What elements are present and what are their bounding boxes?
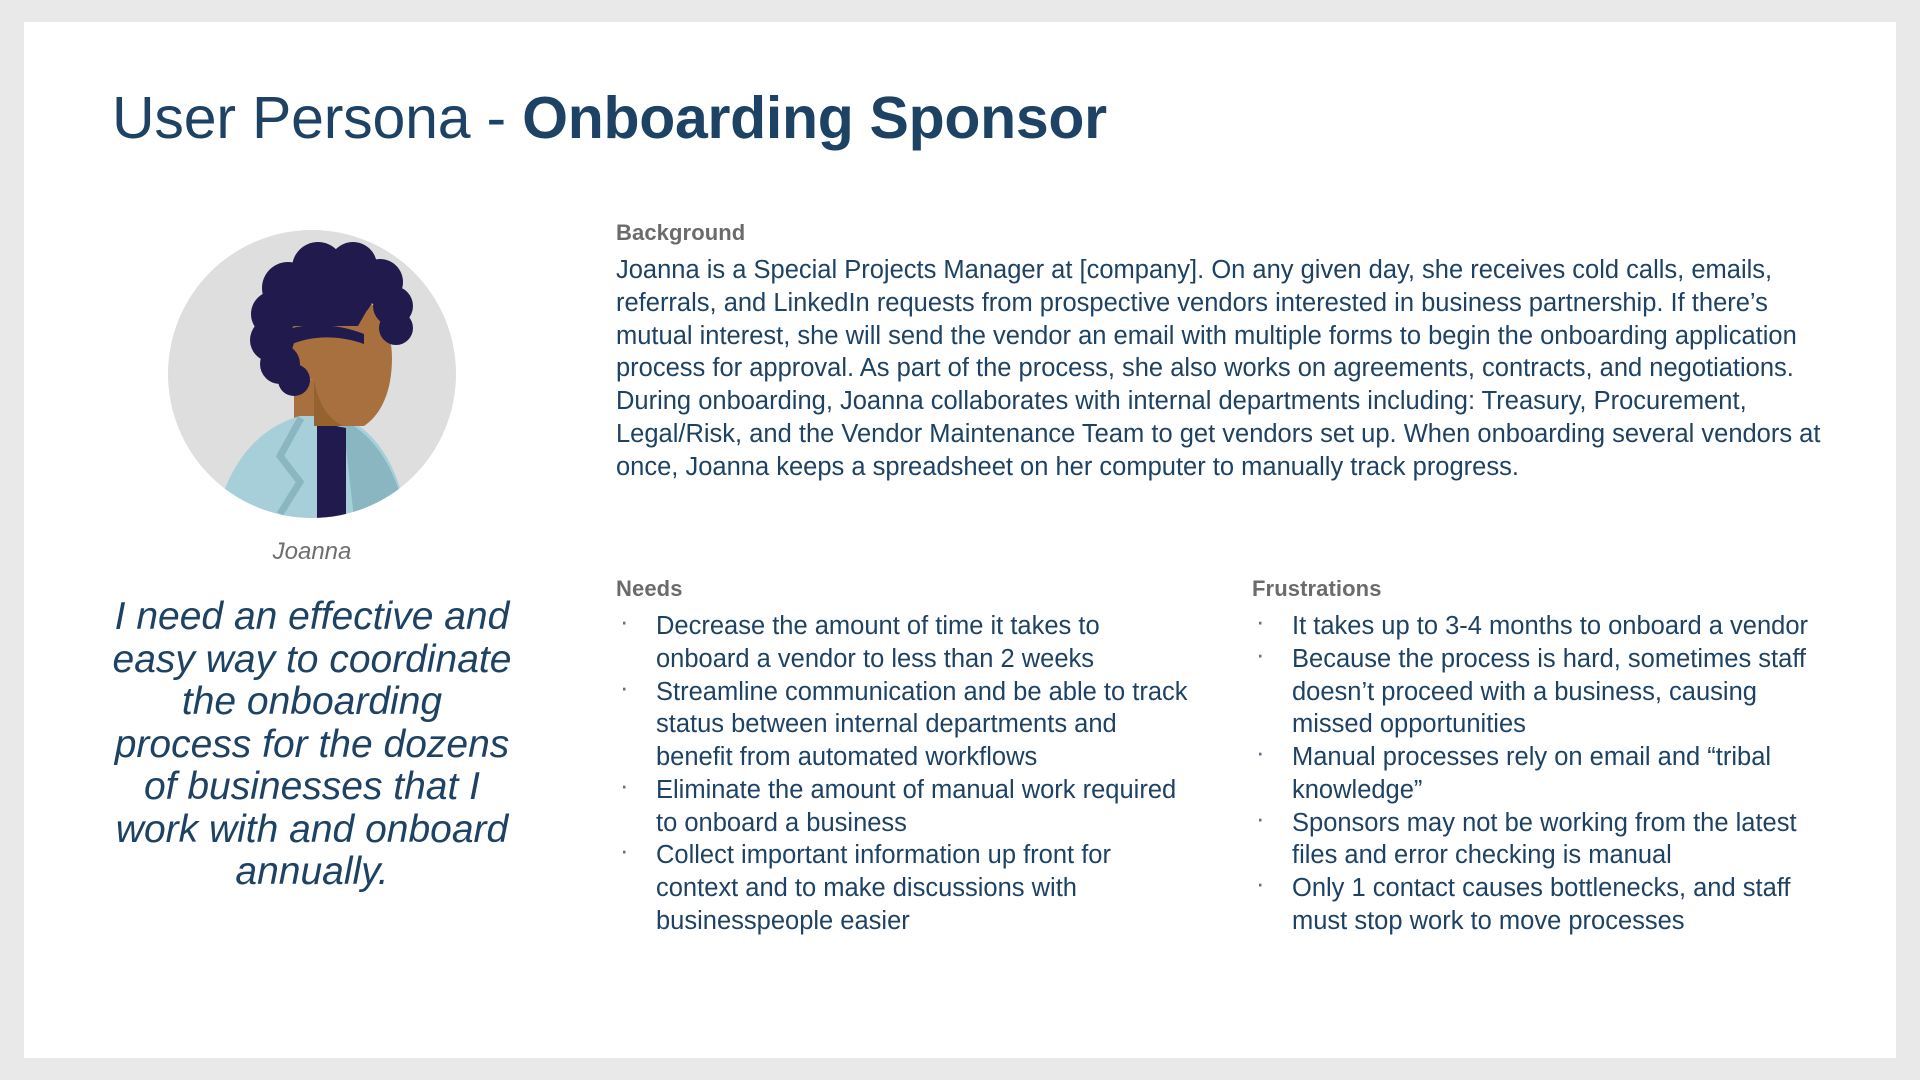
needs-heading: Needs xyxy=(616,576,683,601)
background-section xyxy=(616,220,1832,483)
list-item: · Manual processes rely on email and “tribal knowledge” xyxy=(1252,741,1832,807)
page-title-light: User Persona - xyxy=(112,85,523,151)
avatar xyxy=(168,230,456,518)
persona-column xyxy=(102,230,522,894)
needs-section xyxy=(616,576,1196,938)
person-side-profile-avatar-icon xyxy=(168,230,456,518)
list-item: · Eliminate the amount of manual work required to onboard a business xyxy=(616,774,1196,840)
persona-quote: I need an effective and easy way to coordinate the onboarding process for the dozens of businesses that I work with and onboard annually. xyxy=(112,595,512,893)
list-item: · Decrease the amount of time it takes to onboard a vendor to less than 2 weeks xyxy=(616,610,1196,676)
background-body: Joanna is a Special Projects Manager at [company]. On any given day, she receives cold calls, emails, referrals, and LinkedIn requests from prospective vendors interested in business partnership. If there’s mutual interest, she will send the vendor an email with multiple forms to begin the onboarding application process for approval. As part of the process, she also works on agreements, contracts, and negotiations. During onboarding, Joanna collaborates with internal departments including: Treasury, Procurement, Legal/Risk, and the Vendor Maintenance Team to get vendors set up. When onboarding several vendors at once, Joanna keeps a spreadsheet on her computer to manually track progress. xyxy=(616,256,1821,481)
needs-frustrations-row xyxy=(616,576,1832,938)
list-item: · Collect important information up front for context and to make discussions with businesspeople easier xyxy=(616,839,1196,937)
frustrations-section xyxy=(1252,576,1832,938)
frustrations-heading: Frustrations xyxy=(1252,576,1382,601)
page-title-bold: Onboarding Sponsor xyxy=(522,85,1107,151)
slide-canvas xyxy=(24,22,1896,1058)
list-item: · Sponsors may not be working from the latest files and error checking is manual xyxy=(1252,807,1832,873)
frustrations-list xyxy=(1252,610,1832,938)
list-item: · Streamline communication and be able to track status between internal departments and benefit from automated workflows xyxy=(616,676,1196,774)
background-heading: Background xyxy=(616,220,746,245)
needs-list xyxy=(616,610,1196,938)
page-title xyxy=(112,84,1107,152)
list-item: · Only 1 contact causes bottlenecks, and staff must stop work to move processes xyxy=(1252,872,1832,938)
persona-name: Joanna xyxy=(272,538,352,565)
list-item: · Because the process is hard, sometimes staff doesn’t proceed with a business, causing missed opportunities xyxy=(1252,643,1832,741)
list-item: · It takes up to 3-4 months to onboard a vendor xyxy=(1252,610,1832,643)
